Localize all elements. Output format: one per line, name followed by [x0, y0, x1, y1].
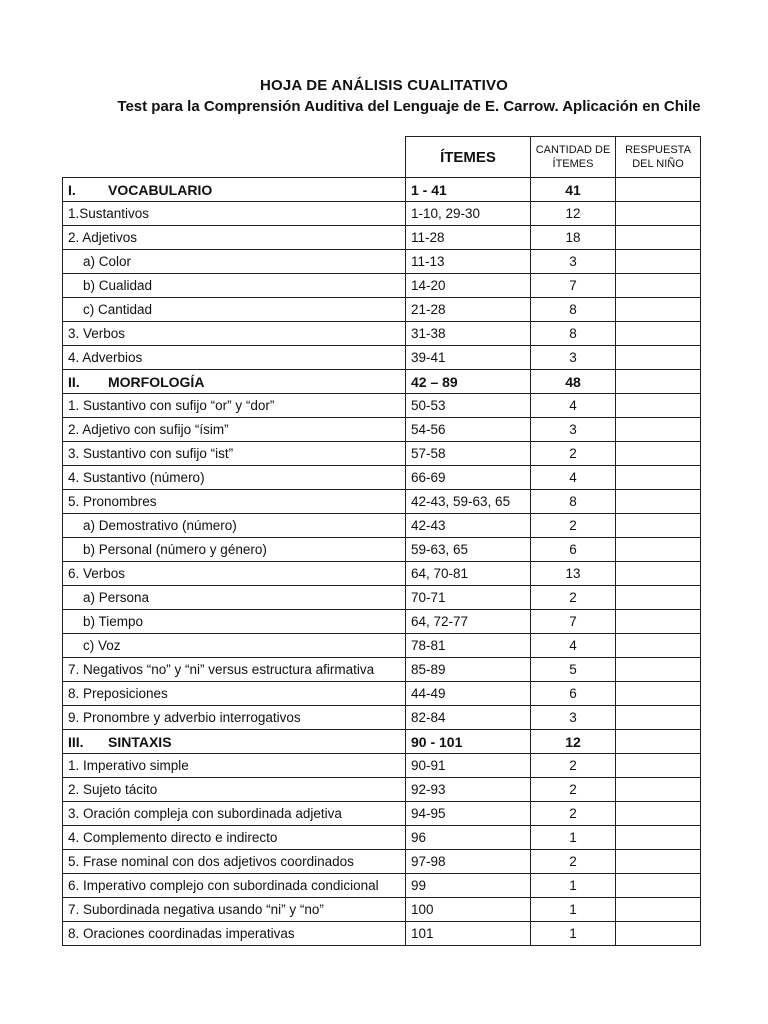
subitem-row	[63, 610, 701, 634]
response-cell[interactable]	[616, 322, 701, 346]
row-items: 82-84	[406, 706, 531, 730]
row-label: b) Tiempo	[63, 610, 406, 634]
response-cell[interactable]	[616, 418, 701, 442]
row-label: 4. Sustantivo (número)	[63, 466, 406, 490]
row-label	[63, 178, 406, 202]
response-cell[interactable]	[616, 562, 701, 586]
row-count: 2	[531, 514, 616, 538]
row-count: 3	[531, 706, 616, 730]
row-label: 3. Oración compleja con subordinada adjetiva	[63, 802, 406, 826]
table-row	[63, 826, 701, 850]
response-cell[interactable]	[616, 874, 701, 898]
row-items: 42-43	[406, 514, 531, 538]
section-row	[63, 730, 701, 754]
row-label: 5. Pronombres	[63, 490, 406, 514]
row-count: 8	[531, 298, 616, 322]
row-count: 41	[531, 178, 616, 202]
table-row	[63, 466, 701, 490]
response-cell[interactable]	[616, 514, 701, 538]
header-items: ÍTEMES	[406, 137, 531, 178]
table-row	[63, 658, 701, 682]
row-count: 12	[531, 730, 616, 754]
response-cell[interactable]	[616, 586, 701, 610]
row-count: 2	[531, 754, 616, 778]
response-cell[interactable]	[616, 778, 701, 802]
row-label: 9. Pronombre y adverbio interrogativos	[63, 706, 406, 730]
row-count: 7	[531, 610, 616, 634]
row-label: 2. Adjetivos	[63, 226, 406, 250]
row-count: 4	[531, 394, 616, 418]
response-cell[interactable]	[616, 850, 701, 874]
row-items: 64, 70-81	[406, 562, 531, 586]
subitem-row	[63, 586, 701, 610]
row-items: 1 - 41	[406, 178, 531, 202]
row-label	[63, 370, 406, 394]
row-label: a) Color	[63, 250, 406, 274]
table-row	[63, 898, 701, 922]
subitem-row	[63, 274, 701, 298]
row-count: 2	[531, 802, 616, 826]
response-cell[interactable]	[616, 346, 701, 370]
row-items: 42-43, 59-63, 65	[406, 490, 531, 514]
row-count: 2	[531, 586, 616, 610]
section-title: SINTAXIS	[108, 733, 172, 750]
section-roman: II.	[68, 373, 80, 390]
row-label: 4. Adverbios	[63, 346, 406, 370]
row-count: 48	[531, 370, 616, 394]
table-row	[63, 226, 701, 250]
row-label: 1. Sustantivo con sufijo “or” y “dor”	[63, 394, 406, 418]
section-roman: III.	[68, 733, 84, 750]
row-label: 1. Imperativo simple	[63, 754, 406, 778]
row-label: b) Cualidad	[63, 274, 406, 298]
row-count: 1	[531, 898, 616, 922]
header-cantidad	[531, 137, 616, 178]
row-items: 42 – 89	[406, 370, 531, 394]
row-items: 11-13	[406, 250, 531, 274]
row-items: 85-89	[406, 658, 531, 682]
row-label	[63, 730, 406, 754]
document-subtitle: Test para la Comprensión Auditiva del Lenguaje de E. Carrow. Aplicación en Chile	[117, 98, 701, 115]
row-items: 97-98	[406, 850, 531, 874]
table-row	[63, 850, 701, 874]
table-row	[63, 346, 701, 370]
row-items: 90-91	[406, 754, 531, 778]
table-row	[63, 562, 701, 586]
row-items: 96	[406, 826, 531, 850]
response-cell[interactable]	[616, 898, 701, 922]
response-cell[interactable]	[616, 394, 701, 418]
analysis-table	[62, 136, 701, 946]
section-title: MORFOLOGÍA	[108, 373, 205, 390]
row-label: 6. Imperativo complejo con subordinada condicional	[63, 874, 406, 898]
row-label: 7. Negativos “no” y “ni” versus estructura afirmativa	[63, 658, 406, 682]
row-label: a) Persona	[63, 586, 406, 610]
response-cell[interactable]	[616, 226, 701, 250]
section-title: VOCABULARIO	[108, 181, 213, 198]
header-cantidad-line1: CANTIDAD DE	[535, 144, 611, 156]
row-label: 4. Complemento directo e indirecto	[63, 826, 406, 850]
response-cell[interactable]	[616, 250, 701, 274]
row-items: 100	[406, 898, 531, 922]
response-cell[interactable]	[616, 922, 701, 946]
response-cell[interactable]	[616, 442, 701, 466]
row-count: 1	[531, 874, 616, 898]
row-count: 1	[531, 826, 616, 850]
row-label: c) Voz	[63, 634, 406, 658]
table-row	[63, 322, 701, 346]
response-cell[interactable]	[616, 538, 701, 562]
response-cell[interactable]	[616, 298, 701, 322]
row-count: 18	[531, 226, 616, 250]
row-label: 8. Oraciones coordinadas imperativas	[63, 922, 406, 946]
row-count: 8	[531, 490, 616, 514]
row-count: 7	[531, 274, 616, 298]
row-items: 14-20	[406, 274, 531, 298]
row-items: 64, 72-77	[406, 610, 531, 634]
response-cell[interactable]	[616, 682, 701, 706]
row-count: 2	[531, 778, 616, 802]
table-row	[63, 202, 701, 226]
row-items: 70-71	[406, 586, 531, 610]
row-count: 13	[531, 562, 616, 586]
row-count: 2	[531, 850, 616, 874]
subitem-row	[63, 634, 701, 658]
table-row	[63, 418, 701, 442]
row-count: 3	[531, 250, 616, 274]
header-respuesta	[616, 137, 701, 178]
response-cell[interactable]	[616, 706, 701, 730]
row-items: 57-58	[406, 442, 531, 466]
response-cell[interactable]	[616, 202, 701, 226]
response-cell[interactable]	[616, 610, 701, 634]
row-items: 66-69	[406, 466, 531, 490]
row-count: 4	[531, 466, 616, 490]
row-count: 8	[531, 322, 616, 346]
table-row	[63, 682, 701, 706]
row-label: 2. Adjetivo con sufijo “ísim”	[63, 418, 406, 442]
row-label: b) Personal (número y género)	[63, 538, 406, 562]
table-row	[63, 706, 701, 730]
row-items: 50-53	[406, 394, 531, 418]
table-row	[63, 874, 701, 898]
row-label: 8. Preposiciones	[63, 682, 406, 706]
row-label: 1.Sustantivos	[63, 202, 406, 226]
row-items: 21-28	[406, 298, 531, 322]
row-items: 78-81	[406, 634, 531, 658]
table-row	[63, 490, 701, 514]
row-items: 54-56	[406, 418, 531, 442]
table-row	[63, 394, 701, 418]
section-roman: I.	[68, 181, 76, 198]
response-cell[interactable]	[616, 274, 701, 298]
header-cantidad-line2: ÍTEMES	[552, 158, 594, 170]
row-label: c) Cantidad	[63, 298, 406, 322]
response-cell[interactable]	[616, 802, 701, 826]
header-respuesta-line2: DEL NIÑO	[632, 158, 684, 170]
response-cell[interactable]	[616, 634, 701, 658]
response-cell[interactable]	[616, 658, 701, 682]
section-row	[63, 178, 701, 202]
row-count: 5	[531, 658, 616, 682]
subitem-row	[63, 298, 701, 322]
row-label: 2. Sujeto tácito	[63, 778, 406, 802]
row-items: 39-41	[406, 346, 531, 370]
header-blank-cell	[63, 137, 406, 178]
section-row	[63, 370, 701, 394]
row-label: 3. Verbos	[63, 322, 406, 346]
row-count: 12	[531, 202, 616, 226]
response-cell[interactable]	[616, 370, 701, 394]
row-count: 3	[531, 418, 616, 442]
response-cell[interactable]	[616, 826, 701, 850]
response-cell[interactable]	[616, 730, 701, 754]
row-count: 2	[531, 442, 616, 466]
row-count: 4	[531, 634, 616, 658]
response-cell[interactable]	[616, 490, 701, 514]
row-items: 99	[406, 874, 531, 898]
table-body	[63, 178, 701, 946]
row-label: 5. Frase nominal con dos adjetivos coordinados	[63, 850, 406, 874]
response-cell[interactable]	[616, 754, 701, 778]
subitem-row	[63, 514, 701, 538]
row-items: 44-49	[406, 682, 531, 706]
row-items: 11-28	[406, 226, 531, 250]
table-row	[63, 778, 701, 802]
row-items: 90 - 101	[406, 730, 531, 754]
row-items: 101	[406, 922, 531, 946]
table-row	[63, 754, 701, 778]
row-count: 6	[531, 682, 616, 706]
header-respuesta-line1: RESPUESTA	[625, 144, 691, 156]
subitem-row	[63, 250, 701, 274]
document-header	[0, 76, 768, 117]
row-items: 94-95	[406, 802, 531, 826]
row-count: 1	[531, 922, 616, 946]
row-label: a) Demostrativo (número)	[63, 514, 406, 538]
row-items: 31-38	[406, 322, 531, 346]
response-cell[interactable]	[616, 178, 701, 202]
row-count: 3	[531, 346, 616, 370]
document-title: HOJA DE ANÁLISIS CUALITATIVO	[259, 77, 509, 94]
response-cell[interactable]	[616, 466, 701, 490]
row-items: 92-93	[406, 778, 531, 802]
row-items: 59-63, 65	[406, 538, 531, 562]
table-row	[63, 922, 701, 946]
table-row	[63, 442, 701, 466]
table-header-row	[63, 137, 701, 178]
table-row	[63, 802, 701, 826]
row-label: 7. Subordinada negativa usando “ni” y “no”	[63, 898, 406, 922]
row-label: 3. Sustantivo con sufijo “ist”	[63, 442, 406, 466]
subitem-row	[63, 538, 701, 562]
row-count: 6	[531, 538, 616, 562]
row-label: 6. Verbos	[63, 562, 406, 586]
row-items: 1-10, 29-30	[406, 202, 531, 226]
